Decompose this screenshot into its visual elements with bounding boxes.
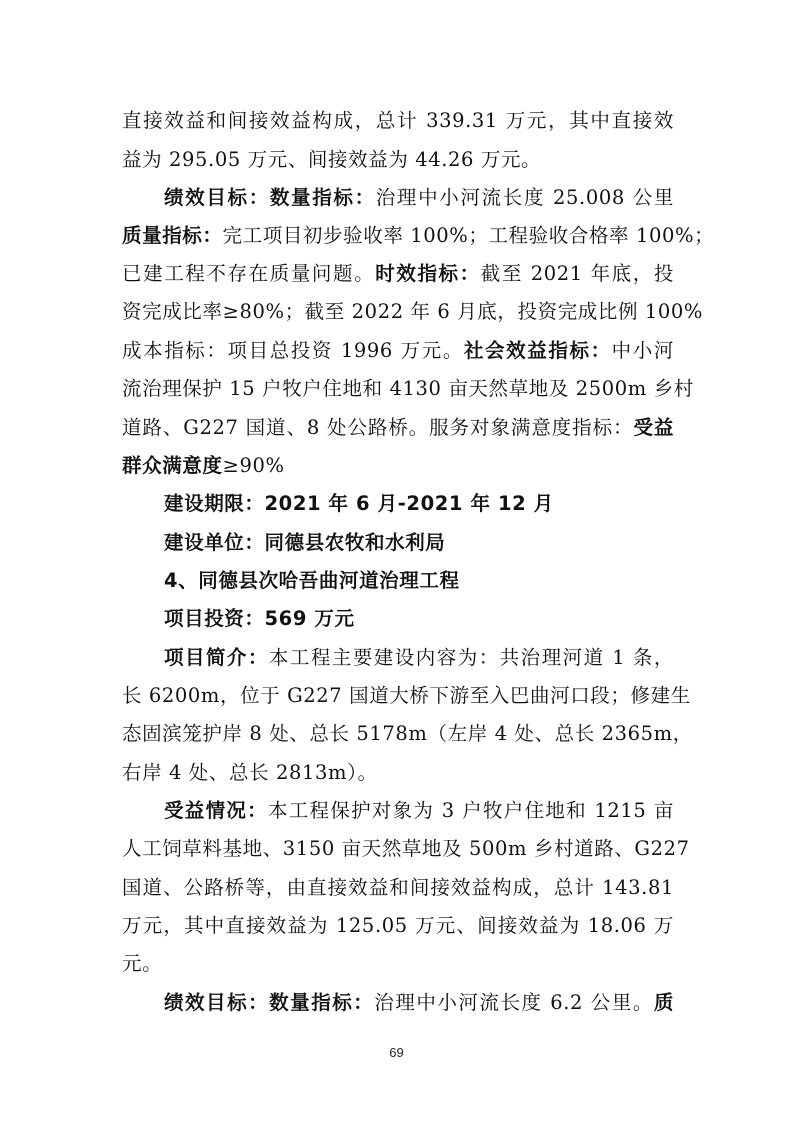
bold-label: 质 <box>653 991 674 1014</box>
bold-label: 绩效目标：数量指标： <box>164 991 375 1014</box>
line-text: 已建工程不存在质量问题。 <box>122 262 376 285</box>
line-text: 成本指标：项目总投资 1996 万元。 <box>122 339 464 362</box>
line-text: 道路、G227 国道、8 处公路桥。服务对象满意度指标： <box>122 416 634 439</box>
bold-label: 时效指标： <box>375 262 481 285</box>
text-line <box>122 416 674 440</box>
line-text: 中小河 <box>611 339 674 362</box>
construction-unit <box>164 531 674 555</box>
line-text: 建设单位：同德县农牧和水利局 <box>164 531 446 554</box>
text-line <box>122 377 694 401</box>
bold-label: 受益情况： <box>164 799 268 822</box>
line-text: 元。 <box>122 952 163 975</box>
text-line <box>122 952 674 976</box>
line-text: 右岸 4 处、总长 2813m）。 <box>122 761 378 784</box>
line-text: 治理中小河流长度 25.008 公里 <box>375 186 674 209</box>
line-text: 项目投资：569 万元 <box>164 607 355 630</box>
text-line <box>164 646 674 670</box>
bold-label: 项目简介： <box>164 646 269 669</box>
text-line <box>122 837 690 861</box>
text-line <box>122 262 674 286</box>
project-investment <box>164 607 674 631</box>
bold-label: 社会效益指标： <box>463 339 612 362</box>
line-text: 治理中小河流长度 6.2 公里。 <box>374 991 654 1014</box>
text-line <box>122 914 674 938</box>
line-text: 本工程主要建设内容为：共治理河道 1 条， <box>268 646 674 669</box>
section-heading <box>164 569 674 593</box>
line-text: 国道、公路桥等，由直接效益和间接效益构成，总计 143.81 <box>122 876 674 899</box>
line-text: 态固滨笼护岸 8 处、总长 5178m（左岸 4 处、总长 2365m， <box>122 722 693 745</box>
line-text: 直接效益和间接效益构成，总计 339.31 万元，其中直接效 <box>122 109 674 132</box>
text-line <box>122 109 674 133</box>
bold-label: 质量指标： <box>122 224 223 247</box>
construction-period <box>164 492 674 516</box>
line-text: 益为 295.05 万元、间接效益为 44.26 万元。 <box>122 148 542 171</box>
text-line <box>122 339 674 363</box>
page-number: 69 <box>389 1045 404 1060</box>
line-text: 资完成比率≥80%；截至 2022 年 6 月底，投资完成比例 100% <box>122 300 704 323</box>
text-line <box>122 722 693 746</box>
bold-label: 受益 <box>633 416 674 439</box>
line-text: 4、同德县次哈吾曲河道治理工程 <box>164 569 460 592</box>
text-line <box>122 454 674 478</box>
text-line <box>122 300 704 324</box>
bold-label: 群众满意度 <box>122 454 223 477</box>
text-line <box>122 148 674 172</box>
line-text: 人工饲草料基地、3150 亩天然草地及 500m 乡村道路、G227 <box>122 837 690 860</box>
text-line <box>122 761 674 785</box>
line-text: 万元，其中直接效益为 125.05 万元、间接效益为 18.06 万 <box>122 914 674 937</box>
text-line <box>164 799 674 823</box>
line-text: 完工项目初步验收率 100%；工程验收合格率 100%； <box>222 224 715 247</box>
bold-label: 绩效目标：数量指标： <box>164 186 376 209</box>
text-line <box>164 991 674 1015</box>
line-text: 流治理保护 15 户牧户住地和 4130 亩天然草地及 2500m 乡村 <box>122 377 694 400</box>
line-text: 本工程保护对象为 3 户牧户住地和 1215 亩 <box>267 799 674 822</box>
text-line <box>122 224 715 248</box>
line-text: ≥90% <box>222 454 285 477</box>
line-text: 建设期限：2021 年 6 月-2021 年 12 月 <box>164 492 554 515</box>
text-line <box>122 876 674 900</box>
text-line <box>164 186 674 210</box>
line-text: 长 6200m，位于 G227 国道大桥下游至入巴曲河口段；修建生 <box>122 684 691 707</box>
line-text: 截至 2021 年底，投 <box>480 262 674 285</box>
text-line <box>122 684 691 708</box>
